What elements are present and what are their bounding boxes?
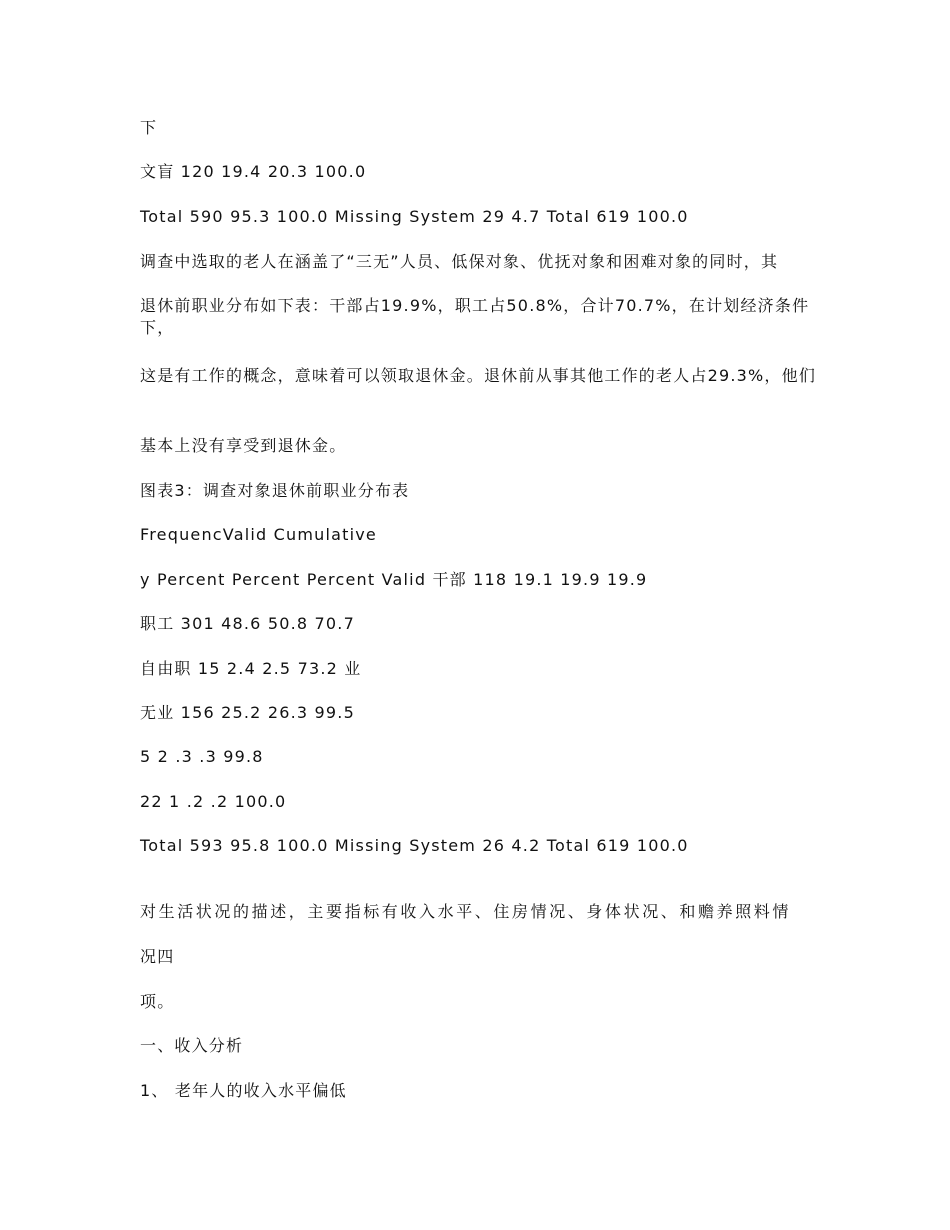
table-header-2: y Percent Percent Percent Valid 干部 118 19.1 19.9 19.9 xyxy=(140,570,648,589)
section-heading-income: 一、收入分析 xyxy=(140,1036,244,1055)
text-line-3: Total 590 95.3 100.0 Missing System 29 4.7 Total 619 100.0 xyxy=(140,207,689,226)
table-header-1: FrequencValid Cumulative xyxy=(140,525,377,544)
table-row-22: 22 1 .2 .2 100.0 xyxy=(140,792,287,811)
text-line-5: 退休前职业分布如下表：干部占19.9%，职工占50.8%，合计70.7%，在计划经济条件下， xyxy=(140,296,810,337)
text-line-2: 文盲 120 19.4 20.3 100.0 xyxy=(140,162,367,181)
table-row-freelance: 自由职 15 2.4 2.5 73.2 业 xyxy=(140,659,362,678)
table-row-unemployed: 无业 156 25.2 26.3 99.5 xyxy=(140,703,355,722)
text-line-7: 基本上没有享受到退休金。 xyxy=(140,436,347,455)
subsection-heading-income-low: 1、 老年人的收入水平偏低 xyxy=(140,1081,347,1100)
text-line-1: 下 xyxy=(140,118,158,137)
table-row-total: Total 593 95.8 100.0 Missing System 26 4.2 Total 619 100.0 xyxy=(140,836,689,855)
text-line-6: 这是有工作的概念，意味着可以领取退休金。退休前从事其他工作的老人占29.3%，他们 xyxy=(140,366,817,385)
table-row-cadre: 职工 301 48.6 50.8 70.7 xyxy=(140,614,355,633)
table-row-5: 5 2 .3 .3 99.8 xyxy=(140,747,264,766)
text-line-living-status: 对生活状况的描述，主要指标有收入水平、住房情况、身体状况、和赡养照料情 xyxy=(140,902,792,921)
text-line-four: 况四 xyxy=(140,947,175,966)
text-line-items: 项。 xyxy=(140,992,175,1011)
figure-caption: 图表3：调查对象退休前职业分布表 xyxy=(140,481,410,500)
text-line-4: 调查中选取的老人在涵盖了“三无”人员、低保对象、优抚对象和困难对象的同时，其 xyxy=(140,252,779,271)
